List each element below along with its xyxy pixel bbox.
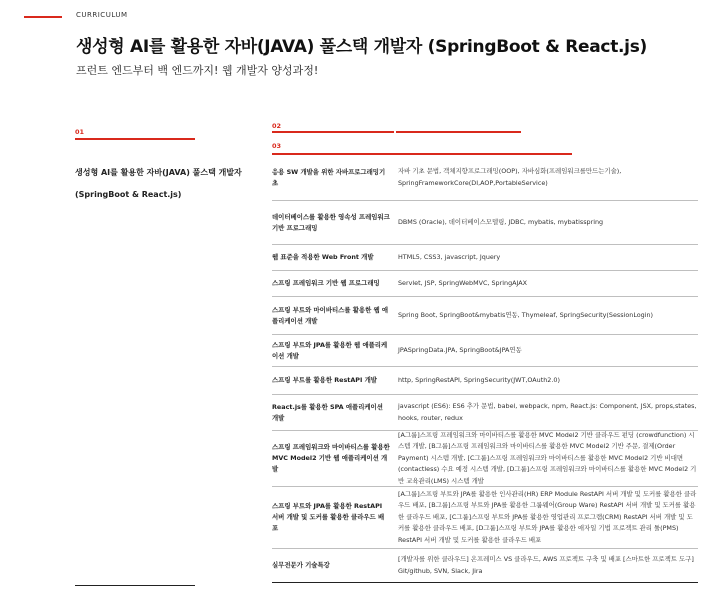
subject-cell: 스프링 프레임워크 기반 웹 프로그래밍 [272,279,380,287]
table-row [272,367,698,395]
column-number-01: 01 [75,128,85,136]
column-02-rule [272,131,394,133]
curriculum-table [272,155,698,583]
content-cell: DBMS (Oracle), 데이터베이스모델링, JDBC, mybatis, mybatisspring [398,217,604,226]
column-02-rule-extension [396,131,521,133]
table-row [272,245,698,271]
page-title: 생성형 AI를 활용한 자바(JAVA) 풀스택 개발자 (SpringBoot & React.js) [76,37,647,57]
content-cell: [개발자를 위한 클라우드] 온프레미스 VS 클라우드, AWS 프로젝트 구축 및 배포 [스마트한 프로젝트 도구] Git/github, SVN, Slack, Jira [398,555,694,575]
subject-cell: 응용 SW 개발을 위한 자바프로그래밍기초 [272,167,386,187]
table-row [272,431,698,487]
section-eyebrow: CURRICULUM [76,11,128,19]
left-column-bottom-rule [75,585,195,586]
content-cell: HTML5, CSS3, javascript, Jquery [398,252,501,261]
content-cell: http, SpringRestAPI, SpringSecurity(JWT,OAuth2.0) [398,375,560,384]
subject-cell: React.js를 활용한 SPA 애플리케이션 개발 [272,402,383,422]
eyebrow-accent-line [24,16,62,18]
column-number-02: 02 [272,122,282,130]
subject-cell: 스프링 부트와 JPA를 활용한 RestAPI 서버 개발 및 도커를 활용한 클라우드 배포 [272,502,385,532]
page-subtitle: 프런트 엔드부터 백 엔드까지! 웹 개발자 양성과정! [76,64,319,77]
content-cell: Spring Boot, SpringBoot&mybatis연동, Thymeleaf, SpringSecurity(SessionLogin) [398,310,654,319]
table-row [272,487,698,549]
subject-cell: 스프링 부트와 마이바티스를 활용한 웹 애플리케이션 개발 [272,305,389,325]
column-01-rule [75,138,195,140]
subject-cell: 데이터베이스를 활용한 영속성 프레임워크 기반 프로그래밍 [272,212,390,232]
table-row [272,335,698,367]
subject-cell: 웹 표준을 적용한 Web Front 개발 [272,253,374,261]
content-cell: javascript (ES6): ES6 추가 문법, babel, webpack, npm, React.js: Component, JSX, props,states, hooks, router, redux [398,402,697,422]
table-row [272,155,698,201]
table-row [272,201,698,245]
content-cell: [A그룹]스프링 프레임워크와 마이바티스를 활용한 MVC Model2 기반 클라우드 펀딩 (crowdfunction) 시스템 개발, [B그룹]스프링 프레임워크와 마이바티스를 활용한 MVC Model2 기반 주문, 결제(Order Payment) 시스템 개발, [C그룹]스프링 프레임워크와 마이바티스를 활용한 MVC Model2 기반 비대면(contactless) 수요 예정 시스템 개발, [D그룹]스프링 프레임워크와 마이바티스를 활용한 MVC Model2 기반 교육관리(LMS) 시스템 개발 [398,430,697,485]
table-row [272,395,698,431]
subject-cell: 스프링 프레임워크와 마이바티스를 활용한 MVC Model2 기반 웹 애플리케이션 개발 [272,443,390,473]
subject-cell: 스프링 부트와 JPA를 활용한 웹 애플리케이션 개발 [272,340,388,360]
subject-cell: 스프링 부트를 활용한 RestAPI 개발 [272,376,377,384]
column-number-03: 03 [272,142,282,150]
content-cell: JPASpringData.JPA, SpringBoot&JPA연동 [398,345,522,354]
content-cell: Servlet, JSP, SpringWebMVC, SpringAJAX [398,278,528,287]
content-cell: 자바 기초 문법, 객체지향프로그래밍(OOP), 자바심화(프레임워크를만드는기술), SpringFrameworkCore(DI,AOP,PortableService) [398,167,622,187]
table-row [272,549,698,583]
subject-cell: 실무전문가 기술특강 [272,561,330,569]
table-row [272,297,698,335]
table-row [272,271,698,297]
course-name: 생성형 AI를 활용한 자바(JAVA) 풀스택 개발자 (SpringBoot & React.js) [75,168,242,199]
content-cell: [A그룹]스프링 부트와 JPA를 활용한 인사관리(HR) ERP Module RestAPI 서버 개발 및 도커를 활용한 클라우드 배포, [B그룹]스프링 부트와 JPA를 활용한 그룹웨어(Group Ware) RestAPI 서버 개발 및 도커를 활용한 클라우드 배포, [C그룹]스프링 부트와 JPA를 활용한 영업관리 프로그램(CRM) RestAPI 서버 개발 및 도커를 활용한 클라우드 배포, [D그룹]스프링 부트와 JPA를 활용한 애자일 기법 프로젝트 관리 툴(PMS) RestAPI 서버 개발 및 도커를 활용한 클라우드 배포 [398,489,697,544]
